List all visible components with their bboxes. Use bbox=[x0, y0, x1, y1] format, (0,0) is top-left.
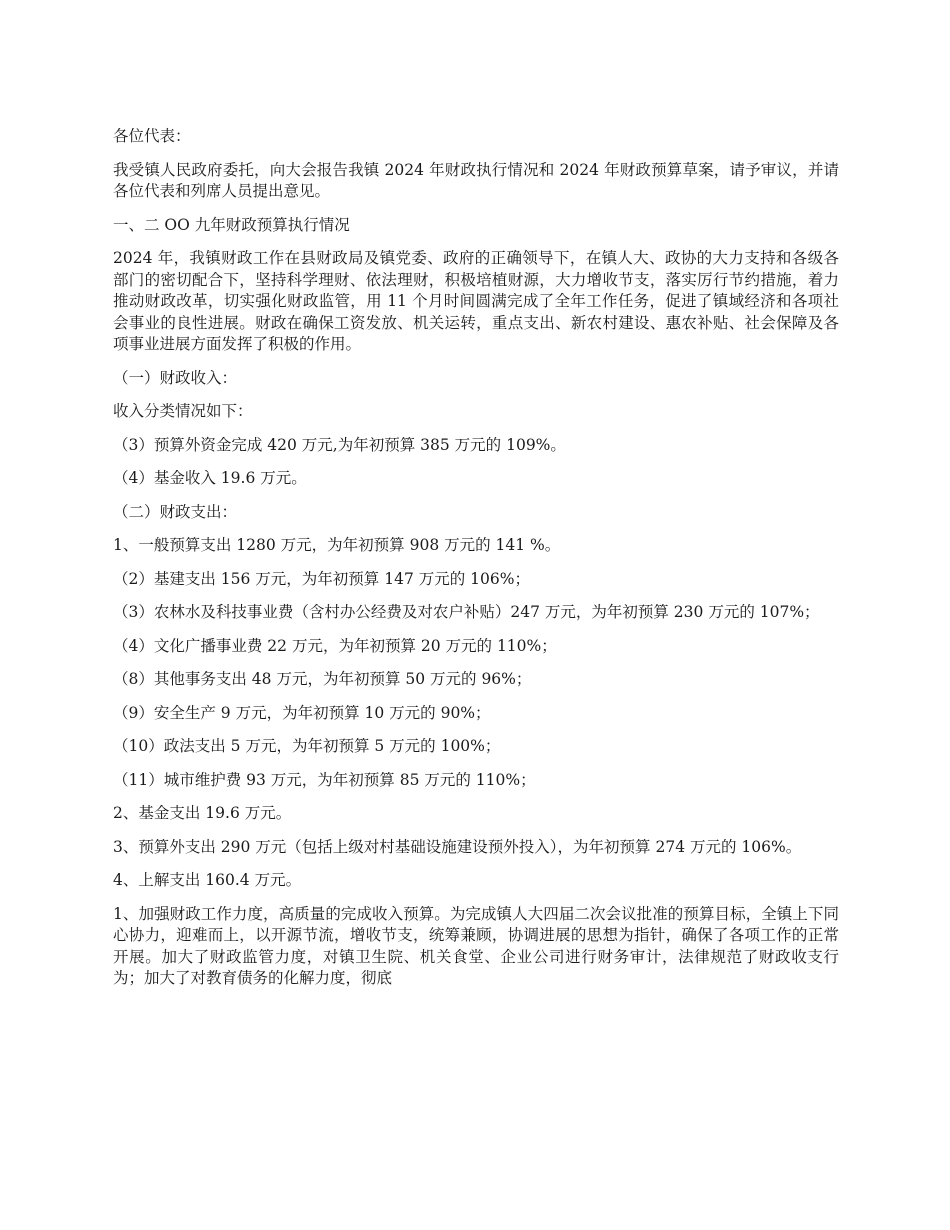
expenditure-item: 4、上解支出 160.4 万元。 bbox=[113, 871, 302, 889]
salutation: 各位代表： bbox=[113, 127, 191, 145]
revenue-item: （3）预算外资金完成 420 万元,为年初预算 385 万元的 109%。 bbox=[113, 435, 566, 454]
revenue-classification-label: 收入分类情况如下： bbox=[113, 402, 253, 420]
document-body bbox=[113, 126, 839, 1002]
subsection-heading-expenditure: （二）财政支出： bbox=[113, 502, 238, 521]
expenditure-item: （10）政法支出 5 万元，为年初预算 5 万元的 100%； bbox=[113, 737, 501, 755]
expenditure-item: （9）安全生产 9 万元，为年初预算 10 万元的 90%； bbox=[113, 703, 491, 722]
revenue-item: （4）基金收入 19.6 万元。 bbox=[113, 469, 307, 487]
section-heading: 一、二 OO 九年财政预算执行情况 bbox=[113, 215, 350, 234]
expenditure-item: （11）城市维护费 93 万元，为年初预算 85 万元的 110%； bbox=[113, 770, 536, 789]
expenditure-item: 1、一般预算支出 1280 万元，为年初预算 908 万元的 141 %。 bbox=[113, 536, 561, 554]
expenditure-item: （2）基建支出 156 万元，为年初预算 147 万元的 106%； bbox=[113, 569, 530, 588]
expenditure-item: （4）文化广播事业费 22 万元，为年初预算 20 万元的 110%； bbox=[113, 636, 557, 655]
intro-paragraph: 我受镇人民政府委托，向大会报告我镇 2024 年财政执行情况和 2024 年财政预算草案，请予审议，并请各位代表和列席人员提出意见。 bbox=[113, 160, 839, 200]
expenditure-item: （8）其他事务支出 48 万元，为年初预算 50 万元的 96%； bbox=[113, 670, 532, 688]
subsection-heading-revenue: （一）财政收入： bbox=[113, 368, 238, 387]
overview-paragraph: 2024 年，我镇财政工作在县财政局及镇党委、政府的正确领导下，在镇人大、政协的大力支持和各级各部门的密切配合下，坚持科学理财、依法理财，积极培植财源，大力增收节支，落实厉行节约措施，着力推动财政改革，切实强化财政监管，用 11 个月时间圆满完成了全年工作任务，促进了镇域经济和各项社会事业的良性进展。财政在确保工资发放、机关运转，重点支出、新农村建设、惠农补贴、社会保障及各项事业进展方面发挥了积极的作用。 bbox=[113, 249, 839, 353]
expenditure-item: 3、预算外支出 290 万元（包括上级对村基础设施建设预外投入），为年初预算 274 万元的 106%。 bbox=[113, 837, 802, 856]
measures-paragraph: 1、加强财政工作力度，高质量的完成收入预算。为完成镇人大四届二次会议批准的预算目标，全镇上下同心协力，迎难而上，以开源节流，增收节支，统筹兼顾，协调进展的思想为指针，确保了各项工作的正常开展。加大了财政监管力度，对镇卫生院、机关食堂、企业公司进行财务审计，法律规范了财政收支行为；加大了对教育债务的化解力度，彻底 bbox=[113, 904, 839, 987]
expenditure-item: （3）农林水及科技事业费（含村办公经费及对农户补贴）247 万元，为年初预算 230 万元的 107%； bbox=[113, 603, 820, 621]
expenditure-item: 2、基金支出 19.6 万元。 bbox=[113, 804, 292, 822]
